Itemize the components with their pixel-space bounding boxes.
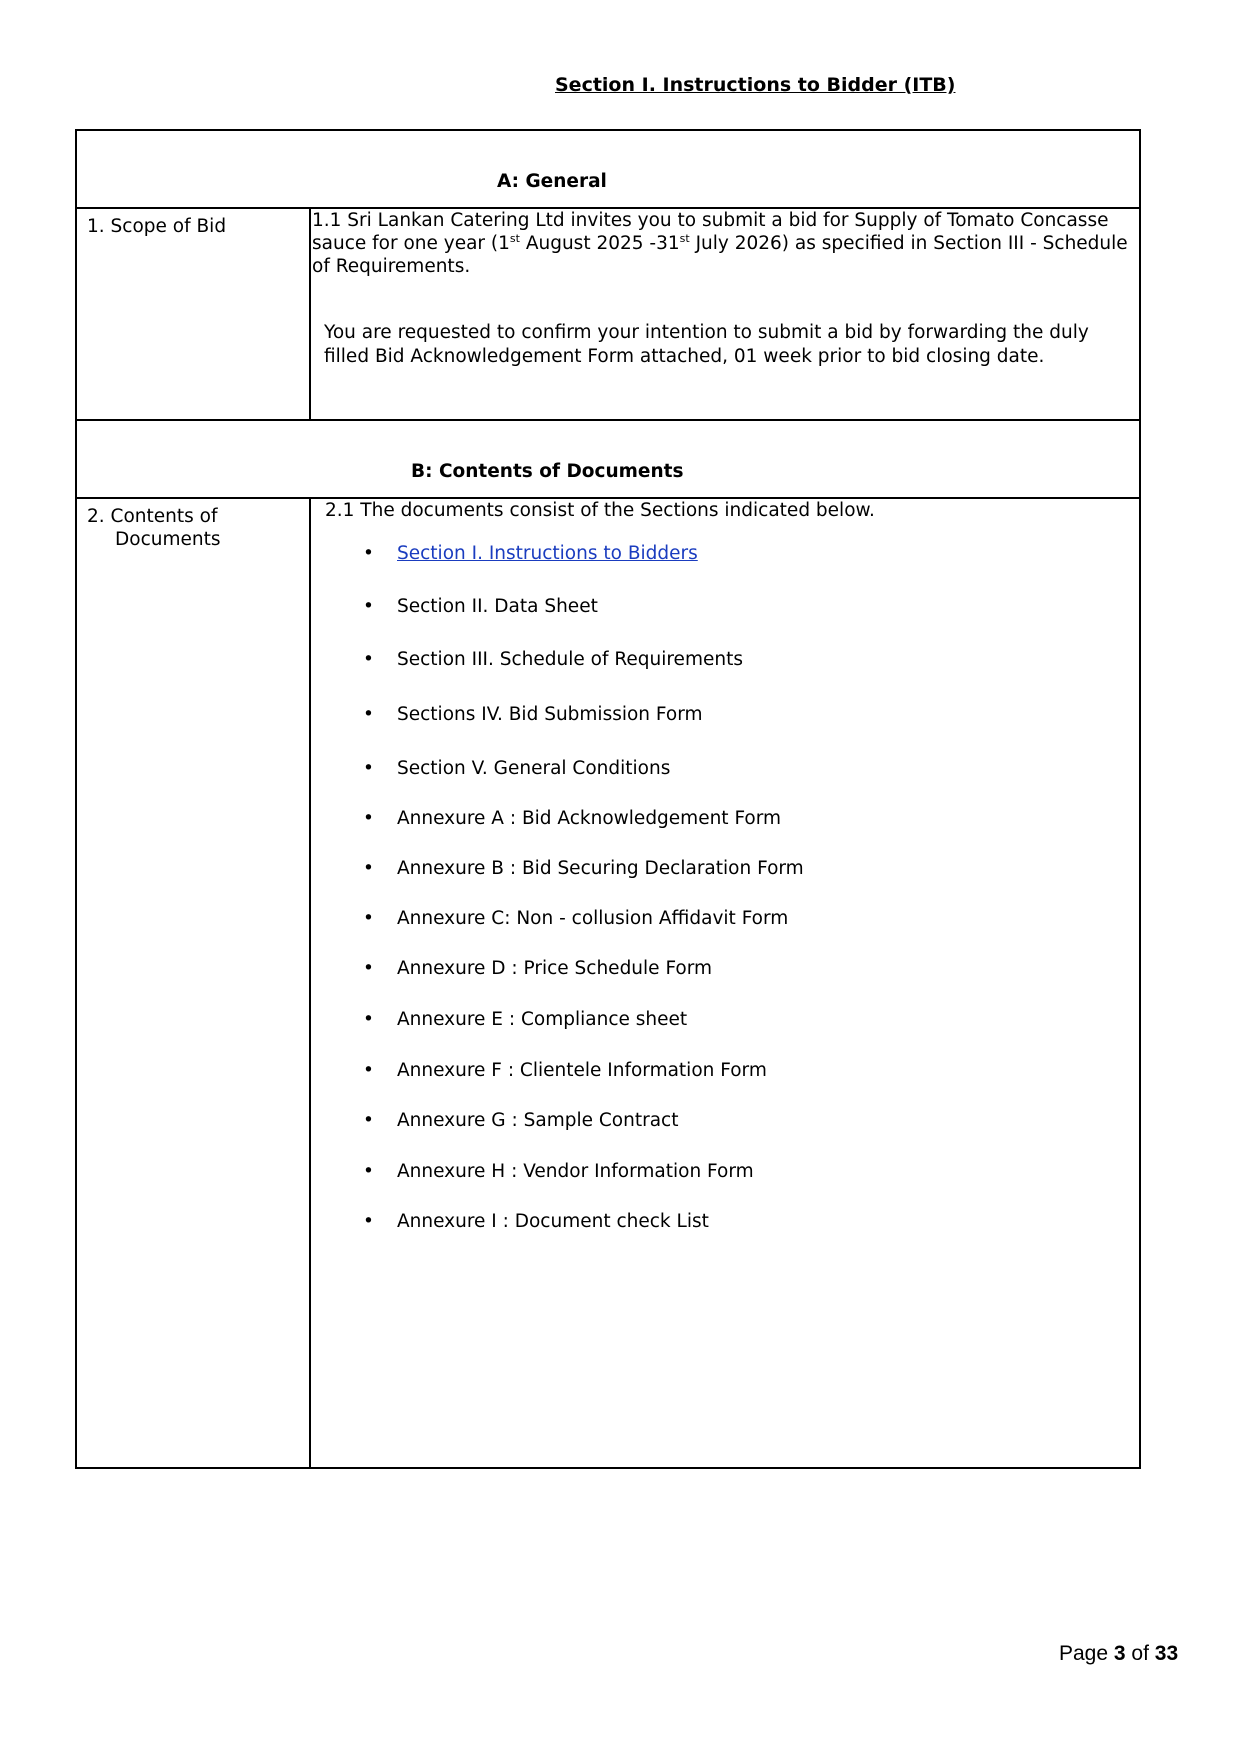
list-item-label: Annexure H : Vendor Information Form bbox=[397, 1161, 754, 1182]
scope-sup-2: st bbox=[679, 231, 690, 245]
itb-table bbox=[75, 129, 1141, 1469]
list-item bbox=[311, 647, 1139, 673]
bullet-icon: • bbox=[363, 704, 374, 725]
page-current: 3 bbox=[1113, 1642, 1126, 1665]
list-item-label: Annexure A : Bid Acknowledgement Form bbox=[397, 808, 782, 829]
contents-intro: 2.1 The documents consist of the Sections indicated below. bbox=[325, 500, 875, 521]
list-item bbox=[311, 1159, 1139, 1185]
bullet-icon: • bbox=[363, 958, 374, 979]
list-item bbox=[311, 541, 1139, 567]
section-b-header-row bbox=[76, 420, 1140, 498]
list-item-label: Annexure F : Clientele Information Form bbox=[397, 1060, 767, 1081]
list-item-label: Section III. Schedule of Requirements bbox=[397, 649, 743, 670]
list-item-label: Annexure D : Price Schedule Form bbox=[397, 958, 713, 979]
section-a-header-cell bbox=[76, 130, 1140, 208]
list-item bbox=[311, 1108, 1139, 1134]
list-item bbox=[311, 756, 1139, 782]
scope-text-mid: August 2025 -31 bbox=[519, 233, 680, 254]
list-item bbox=[311, 1058, 1139, 1084]
section-a-title: A: General bbox=[497, 171, 607, 192]
bullet-icon: • bbox=[363, 1211, 374, 1232]
scope-label-cell bbox=[76, 208, 310, 420]
bullet-icon: • bbox=[363, 1161, 374, 1182]
scope-content-cell bbox=[310, 208, 1140, 420]
page-total: 33 bbox=[1154, 1642, 1179, 1665]
list-item bbox=[311, 806, 1139, 832]
page-number bbox=[1059, 1642, 1178, 1666]
list-item-label: Annexure B : Bid Securing Declaration Form bbox=[397, 858, 804, 879]
contents-content-cell bbox=[310, 498, 1140, 1468]
bullet-icon: • bbox=[363, 1009, 374, 1030]
list-item bbox=[311, 906, 1139, 932]
bullet-icon: • bbox=[363, 1060, 374, 1081]
bullet-icon: • bbox=[363, 543, 374, 564]
list-item bbox=[311, 1007, 1139, 1033]
contents-label-line2: Documents bbox=[115, 529, 221, 550]
bullet-icon: • bbox=[363, 758, 374, 779]
list-item bbox=[311, 1209, 1139, 1235]
bullet-icon: • bbox=[363, 808, 374, 829]
contents-row bbox=[76, 498, 1140, 1468]
page-of: of bbox=[1125, 1642, 1155, 1665]
list-item bbox=[311, 594, 1139, 620]
list-item bbox=[311, 702, 1139, 728]
scope-label: 1. Scope of Bid bbox=[87, 216, 227, 237]
confirm-paragraph: You are requested to confirm your intention to submit a bid by forwarding the duly filled Bid Acknowledgement Form attached, 01 week prior to bid closing date. bbox=[324, 322, 1089, 367]
section-b-title: B: Contents of Documents bbox=[411, 461, 684, 482]
list-item-label: Annexure G : Sample Contract bbox=[397, 1110, 679, 1131]
scope-sup-1: st bbox=[509, 231, 520, 245]
list-item-label: Annexure C: Non - collusion Affidavit Form bbox=[397, 908, 789, 929]
scope-paragraph bbox=[311, 209, 1139, 278]
section-a-header-row bbox=[76, 130, 1140, 208]
bullet-icon: • bbox=[363, 649, 374, 670]
scope-text-post: July 2026) as specified in Section III - Schedule of Requirements. bbox=[312, 233, 1128, 277]
bullet-icon: • bbox=[363, 1110, 374, 1131]
scope-text-pre: 1.1 Sri Lankan Catering Ltd invites you to submit a bid for Supply of Tomato Concasse sauce for one year (1 bbox=[312, 210, 1109, 254]
document-list bbox=[311, 541, 1139, 1235]
bullet-icon: • bbox=[363, 858, 374, 879]
list-item-label: Annexure I : Document check List bbox=[397, 1211, 709, 1232]
contents-label-line1: 2. Contents of bbox=[87, 506, 218, 527]
list-item-label: Sections IV. Bid Submission Form bbox=[397, 704, 703, 725]
bullet-icon: • bbox=[363, 908, 374, 929]
page-word: Page bbox=[1059, 1642, 1114, 1665]
list-item-label: Section II. Data Sheet bbox=[397, 596, 598, 617]
list-item-label: Annexure E : Compliance sheet bbox=[397, 1009, 688, 1030]
list-item-label: Section V. General Conditions bbox=[397, 758, 671, 779]
section-i-link[interactable]: Section I. Instructions to Bidders bbox=[397, 543, 698, 564]
list-item bbox=[311, 856, 1139, 882]
section-b-header-cell bbox=[76, 420, 1140, 498]
bullet-icon: • bbox=[363, 596, 374, 617]
list-item bbox=[311, 956, 1139, 982]
scope-row bbox=[76, 208, 1140, 420]
contents-label-cell bbox=[76, 498, 310, 1468]
page-title: Section I. Instructions to Bidder (ITB) bbox=[555, 74, 956, 96]
